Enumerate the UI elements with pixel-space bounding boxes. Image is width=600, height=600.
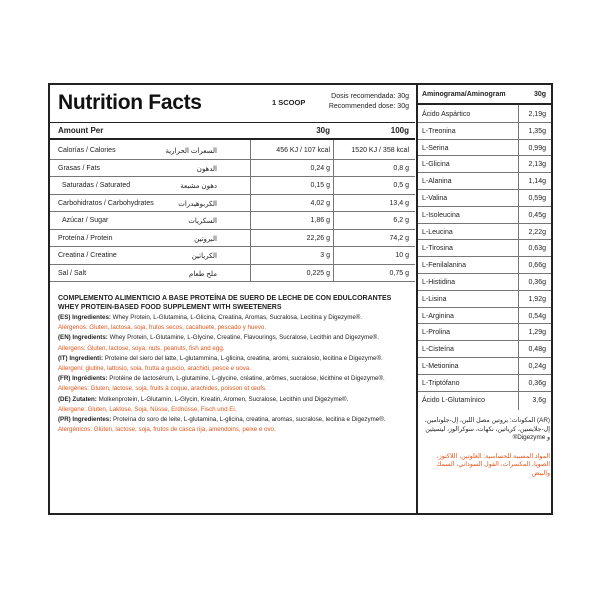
amino-name: L-Prolina: [422, 329, 451, 337]
serving-size: 1 SCOOP: [272, 98, 306, 107]
heading-en: WHEY PROTEIN-BASED FOOD SUPPLEMENT WITH SWEETENERS: [58, 304, 282, 311]
aminogram-header: [418, 85, 551, 105]
label-header: [50, 85, 415, 123]
nutrient-name-arabic: الكربوهيدرات: [178, 200, 217, 208]
allergens-es: Alérgenos: Gluten, lactosa, soja, frutos secos, cacahuete, pescado y huevo.: [58, 324, 267, 332]
nutrient-row: [50, 177, 415, 195]
amino-row: [418, 240, 551, 257]
ingredients-fr: [58, 375, 403, 383]
ingredients-text: Proteína do soro de leite, L-glutamina, L-glicina, creatina, aromas, sucralose, lecitina e Digezyme®.: [111, 416, 386, 424]
nutrient-per100-value: 74,2 g: [389, 234, 409, 242]
amino-value: 0,59g: [528, 195, 546, 202]
amino-value: 1,29g: [528, 329, 546, 337]
lang-code: (ES) Ingredientes:: [58, 314, 111, 321]
amino-name: L-Leucina: [422, 228, 453, 236]
amino-value: 1,35g: [528, 127, 546, 135]
nutrient-name: Saturadas / Saturated: [62, 182, 131, 189]
amino-name: L-Treonina: [422, 127, 456, 135]
amino-name: L-Metionina: [422, 363, 459, 370]
nutrient-name: Calorías / Calories: [58, 147, 116, 154]
column-divider: [333, 140, 334, 282]
amino-name: L-Tirosina: [422, 245, 453, 253]
amino-value: 0,36g: [528, 279, 546, 286]
amino-name: L-Arginina: [422, 312, 454, 320]
ingredients-section: [58, 294, 403, 436]
amino-row: [418, 392, 551, 409]
amount-per-row: [50, 123, 415, 140]
amino-row: [418, 140, 551, 157]
amino-name: L-Lisina: [422, 295, 447, 303]
amino-name: L-Histidina: [422, 279, 456, 286]
arabic-allergens: المواد المسببة للحساسية: الغلوتين، اللاكتوز، الصويا، المكسرات، الفول السوداني، السمك والبيض: [436, 452, 550, 477]
lang-code: (EN) Ingredients:: [58, 334, 108, 342]
product-description-heading: [58, 294, 403, 312]
amino-name: Ácido L-Glutamínico: [422, 396, 486, 404]
lang-code: (FR) Ingrédients:: [58, 375, 108, 383]
amino-name: L-Alanina: [422, 178, 452, 186]
nutrient-per100-value: 10 g: [395, 252, 409, 259]
nutrient-row: [50, 247, 415, 265]
arabic-ingredients: [422, 417, 550, 479]
ingredients-de: [58, 396, 403, 404]
amino-value: 2,22g: [528, 228, 546, 236]
amino-row: [418, 375, 551, 392]
ingredients-text: Proteine del siero del latte, L-glutammina, L-glicina, creatina, aromi, sucralosio, lecitina e Digezyme®.: [103, 354, 383, 362]
amino-value: 3,6g: [532, 396, 546, 404]
nutrient-serving-value: 4,02 g: [310, 199, 330, 207]
nutrient-name: Proteína / Protein: [58, 234, 113, 242]
aminogram-column-divider: [518, 105, 519, 410]
allergens-en: Allergens: Gluten, lactose, soya, nuts, peanuts, fish and egg.: [58, 344, 225, 352]
amino-row: [418, 207, 551, 224]
amino-value: 2,19g: [528, 111, 546, 118]
amino-value: 1,14g: [528, 178, 546, 186]
nutrient-row: [50, 142, 415, 160]
nutrient-row: [50, 212, 415, 230]
nutrient-per100-value: 0,75 g: [389, 269, 409, 277]
amount-per-label: Amount Per: [58, 126, 104, 135]
amino-value: 0,48g: [528, 346, 546, 354]
aminogram-panel: [416, 85, 551, 513]
nutrient-row: [50, 265, 415, 283]
amino-value: 0,24g: [528, 363, 546, 370]
amino-row: [418, 308, 551, 325]
nutrient-name: Sal / Salt: [58, 269, 87, 277]
amino-value: 0,45g: [528, 211, 546, 219]
amino-row: [418, 324, 551, 341]
allergens-it: Allergeni: glutine, lattosio, soia, frutta a guscio, arachidi, pesce e uova.: [58, 365, 251, 373]
amino-row: [418, 123, 551, 140]
nutrient-row: [50, 230, 415, 248]
amino-name: L-Isoleucina: [422, 211, 460, 219]
dose-es: Dosis recomendada: 30g: [331, 93, 409, 100]
nutrient-name: Creatina / Creatine: [58, 252, 117, 259]
nutrient-serving-value: 22,26 g: [306, 234, 330, 242]
nutrient-name-arabic: دهون مشبعة: [180, 183, 217, 190]
nutrient-per100-value: 13,4 g: [389, 199, 409, 207]
nutrient-name-arabic: الدهون: [196, 165, 217, 173]
ingredients-text: Protéine de lactosérum, L-glutamine, L-glycine, créatine, arômes, sucralose, lécithine et Digezyme®.: [107, 375, 385, 383]
nutrient-serving-value: 0,225 g: [306, 269, 330, 277]
nutrient-name-arabic: البروتين: [194, 235, 217, 243]
nutrient-name: Azúcar / Sugar: [62, 217, 109, 224]
allergens-de: Allergene: Gluten, Laktose, Soja, Nüsse, Erdnüsse, Fisch und Ei.: [58, 405, 237, 413]
amino-value: 1,92g: [528, 295, 546, 303]
amino-name: Ácido Aspártico: [422, 111, 471, 118]
amino-value: 0,54g: [528, 312, 546, 320]
nutrient-per100-value: 6,2 g: [393, 217, 409, 224]
label-title: Nutrition Facts: [58, 91, 202, 114]
nutrient-name-arabic: ملح طعام: [189, 270, 217, 278]
amino-name: L-Valina: [422, 195, 448, 202]
amino-value: 2,13g: [528, 161, 546, 169]
amino-row: [418, 291, 551, 308]
amino-value: 0,36g: [528, 379, 546, 387]
nutrient-name-arabic: الكرياتين: [191, 253, 217, 260]
amino-name: L-Triptófano: [422, 379, 460, 387]
nutrient-name: Carbohidratos / Carbohydrates: [58, 199, 154, 207]
nutrient-serving-value: 456 KJ / 107 kcal: [276, 147, 330, 154]
serving-column-header: 30g: [316, 126, 330, 135]
nutrition-label: [48, 83, 553, 515]
nutrient-name-arabic: السكريات: [188, 218, 217, 225]
recommended-dose: [329, 92, 409, 112]
nutrient-serving-value: 3 g: [320, 252, 330, 259]
amino-row: [418, 156, 551, 173]
nutrient-per100-value: 1520 KJ / 358 kcal: [351, 147, 409, 154]
arabic-ingredients-text: (AR) المكونات: بروتين مصل اللبن، إل-جلوتامين، إل-جلايسين، كرياتين، نكهات، سوكرالوز، ليسيثين و Digezyme®: [424, 417, 550, 442]
column-divider: [250, 140, 251, 282]
nutrient-row: [50, 195, 415, 213]
nutrient-serving-value: 1,86 g: [310, 217, 330, 224]
amino-name: L-Cisteína: [422, 346, 454, 354]
amino-row: [418, 341, 551, 358]
ingredients-pr: [58, 416, 403, 424]
amino-row: [418, 274, 551, 291]
amino-value: 0,66g: [528, 262, 546, 270]
lang-code: (IT) Ingredienti:: [58, 354, 104, 362]
amino-value: 0,99g: [528, 144, 546, 152]
amino-row: [418, 173, 551, 190]
aminogram-unit: 30g: [533, 91, 546, 98]
nutrient-name-arabic: السعرات الحرارية: [165, 148, 217, 155]
heading-es: COMPLEMENTO ALIMENTICIO A BASE PROTEÍNA DE SUERO DE LECHE DE CON EDULCORANTES: [58, 295, 392, 302]
amino-row: [418, 257, 551, 274]
ingredients-text: Whey Protein, L-Glutamine, L-Glycine, Creatine, Flavourings, Sucralose, Lecithin and Digezyme®.: [107, 334, 379, 342]
lang-code: (DE) Zutaten:: [58, 395, 97, 403]
nutrient-row: [50, 160, 415, 178]
allergens-pr: Alergénicos: Glúten, lactose, soja, frutos de casca rija, amendoins, peixe e ovo.: [58, 426, 276, 434]
ingredients-es: [58, 314, 403, 322]
nutrient-name: Grasas / Fats: [58, 164, 101, 172]
amino-name: L-Glicina: [422, 161, 450, 169]
amino-value: 0,63g: [528, 245, 546, 253]
per100-column-header: 100g: [390, 126, 409, 135]
nutrient-serving-value: 0,15 g: [310, 182, 330, 189]
ingredients-text: Whey Protein, L-Glutamina, L-Glicina, Creatina, Aromas, Sucralosa, Lecitina y Digezyme®.: [110, 314, 363, 321]
nutrient-per100-value: 0,8 g: [393, 164, 409, 172]
allergens-fr: Allergènes: Gluten, lactose, soja, fruits à coque, arachides, poisson et œufs.: [58, 385, 267, 393]
amino-row: [418, 358, 551, 375]
aminogram-title: Aminograma/Aminogram: [422, 91, 506, 98]
amino-name: L-Serina: [422, 144, 449, 152]
nutrition-panel: [50, 85, 415, 513]
amino-name: L-Fenilalanina: [422, 262, 466, 270]
dose-en: Recommended dose: 30g: [328, 103, 409, 110]
lang-code: (PR) Ingredientes:: [58, 416, 112, 424]
nutrient-serving-value: 0,24 g: [310, 164, 330, 172]
amino-row: [418, 224, 551, 241]
amino-row: [418, 190, 551, 207]
ingredients-it: [58, 355, 403, 363]
nutrient-per100-value: 0,5 g: [393, 182, 409, 189]
ingredients-text: Molkenprotein, L-Glutamin, L-Glycin, Kreatin, Aromen, Sucralose, Lecithin und Digezyme®.: [96, 395, 349, 403]
ingredients-en: [58, 334, 403, 342]
amino-row: [418, 106, 551, 123]
